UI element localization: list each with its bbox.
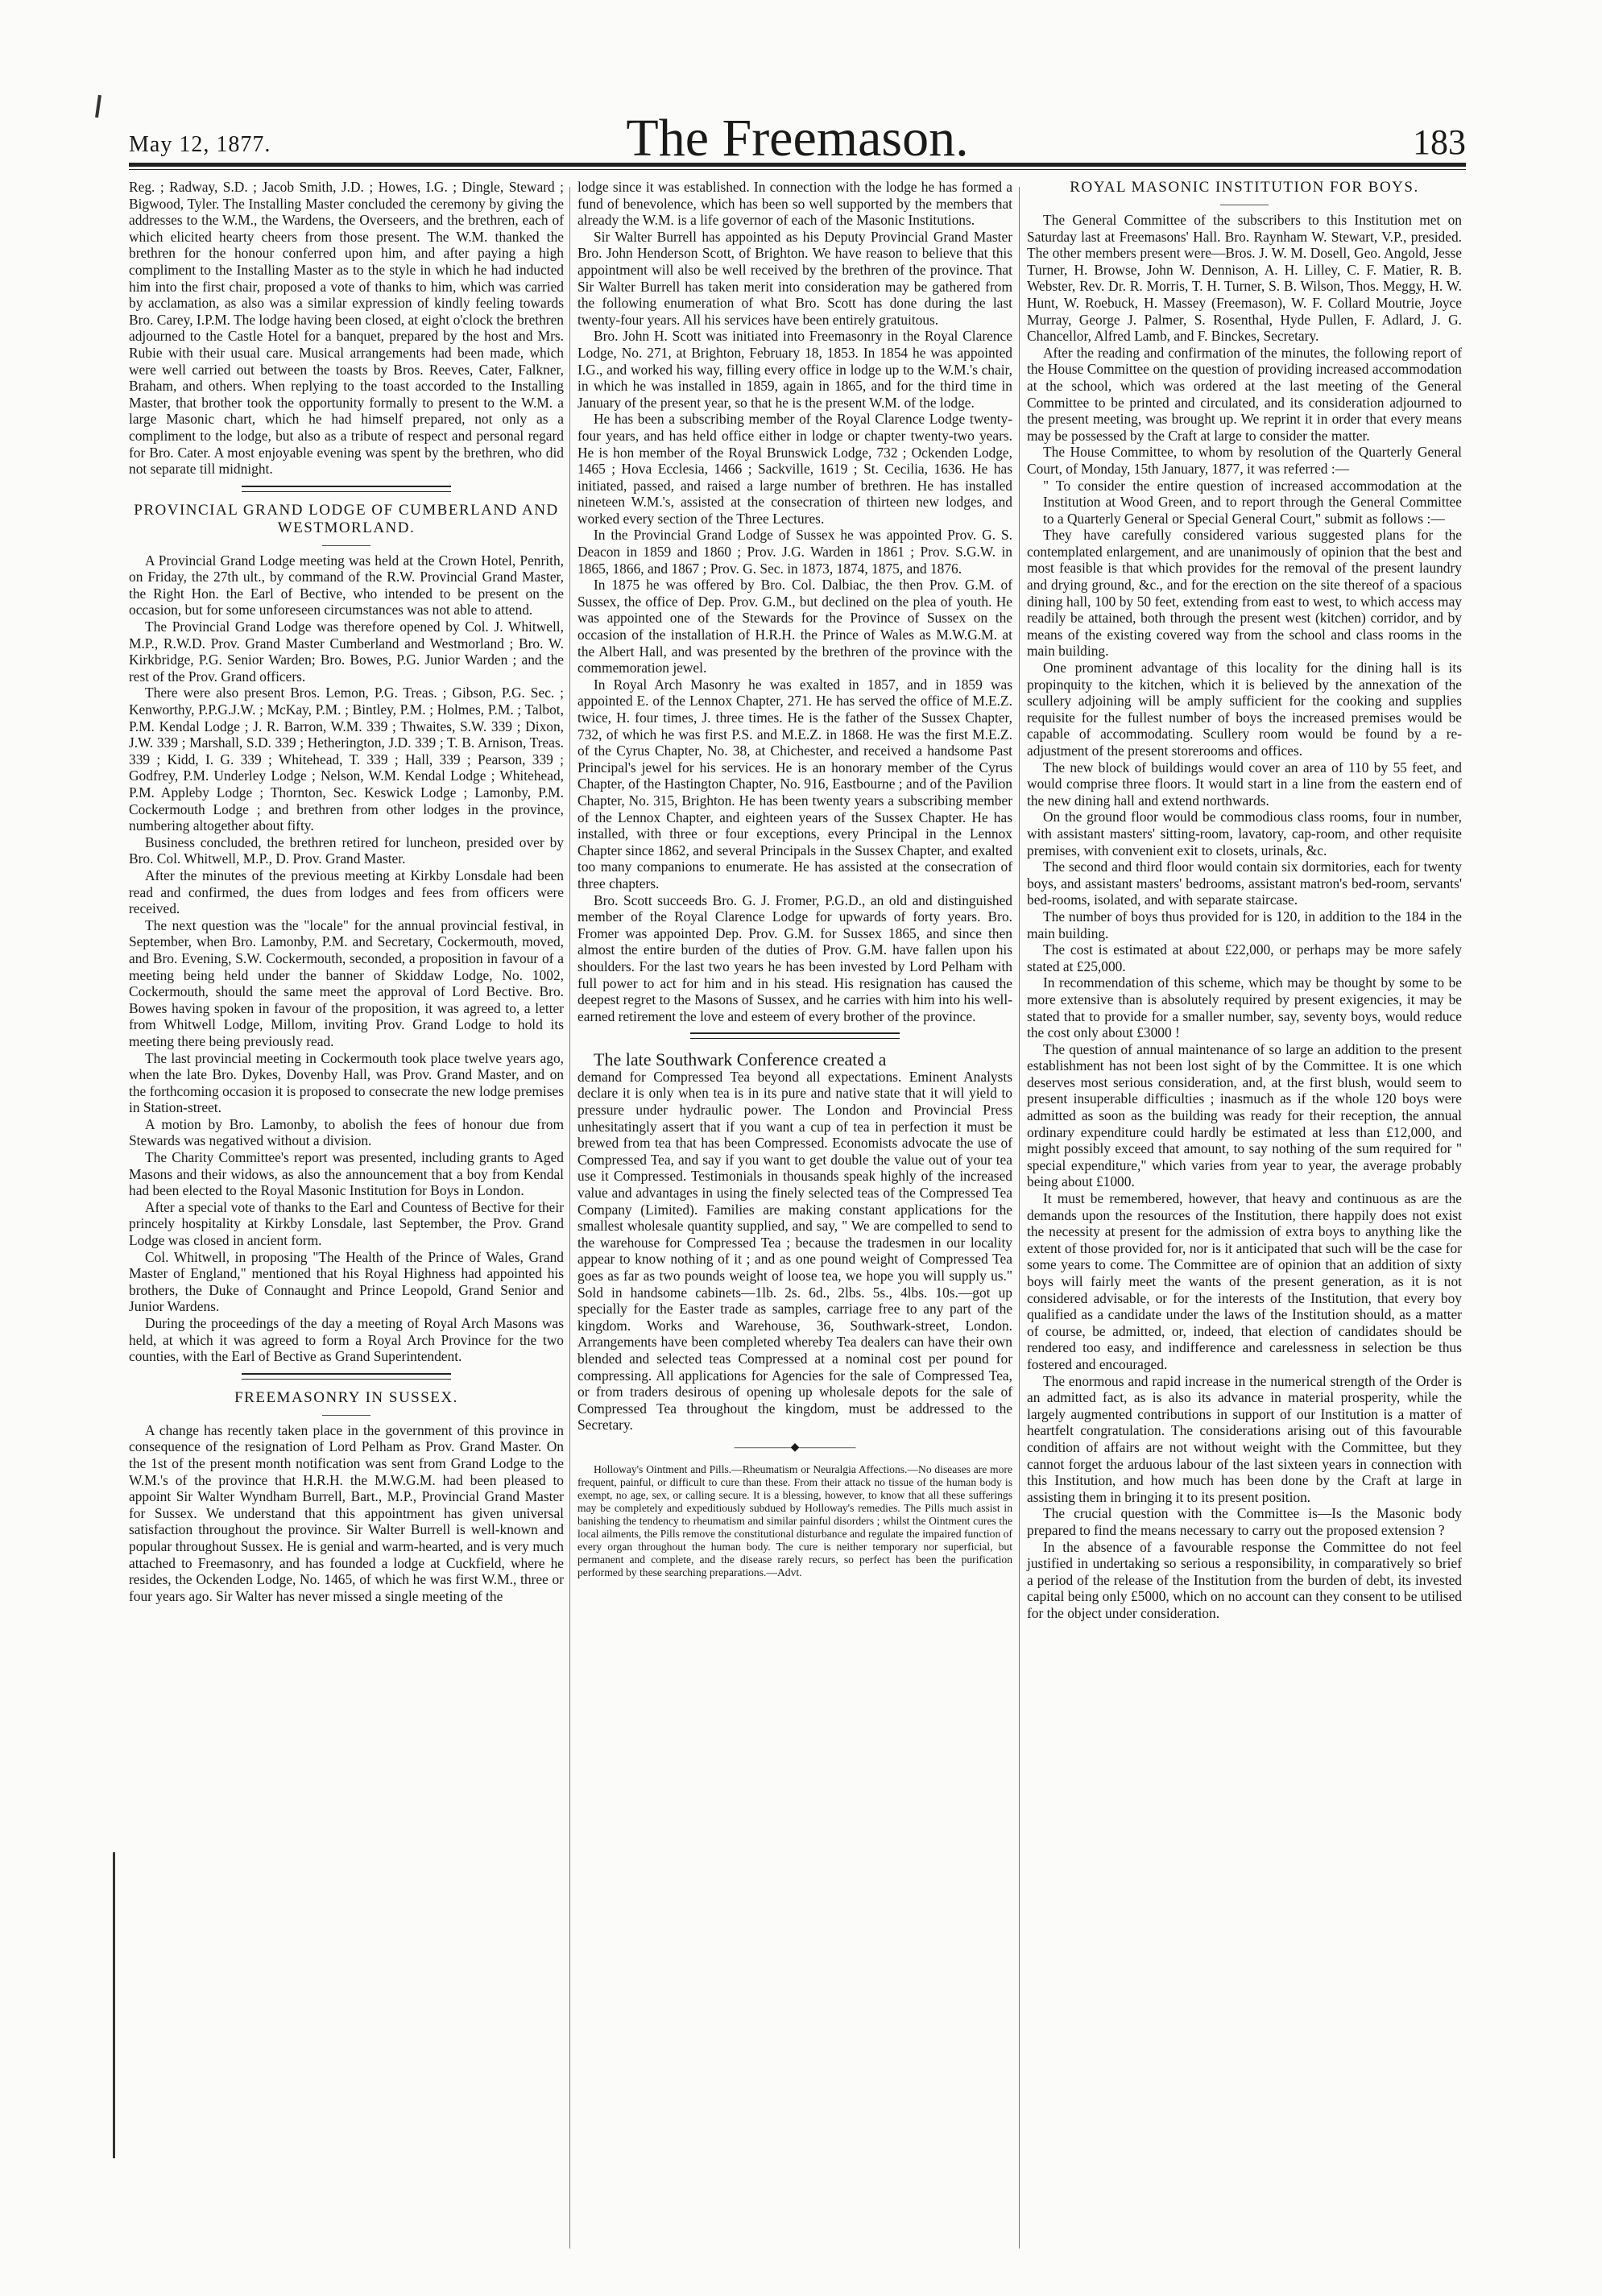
masthead-rule-thin (129, 169, 1466, 170)
article-paragraph: After the reading and confirmation of the minutes, the following report of the House Committee on the question of providing increased accommodation at the school, which was ordered at the last meeting of the General Committee to be printed and circulated, and its consideration adjourned to the present meeting, was brought up. We reprint it in order that every means may be possessed by the Craft at large to consider the matter. (1027, 344, 1462, 444)
headline-sussex: FREEMASONRY IN SUSSEX. (234, 1388, 458, 1406)
article-paragraph: The enormous and rapid increase in the numerical strength of the Order is an admitted fact, as is also its advance in material prosperity, while the largely augmented contributions in support of our Institution is a matter of heartfelt congratulation. The considerations arising out of this favourable condition of affairs are not without weight with the Committee, but they cannot forget the arduous labour of the last sixteen years in connection with this Institution, and how much has been done by the Craft at large in assisting them in bringing it to its present position. (1027, 1372, 1462, 1505)
section-divider (242, 1373, 451, 1380)
column-divider (569, 187, 570, 2248)
article-paragraph: On the ground floor would be commodious class rooms, four in number, with assistant masters' sitting-room, lavatory, cap-room, and other requisite premises, with convenient exit to closets, urinals, &c. (1027, 809, 1462, 858)
article-paragraph: In Royal Arch Masonry he was exalted in 1857, and in 1859 was appointed E. of the Lennox Chapter, 271. He has served the office of M.E.Z. twice, H. four times, J. three times. He is the father of the Sussex Chapter, 732, of which he was first P.S. and M.E.Z. in 1868. He was the first M.E.Z. of the Cyrus Chapter, No. 38, at Chichester, and received a handsome Past Principal's jewel for his services. He is an honorary member of the Cyrus Chapter, of the Hastington Chapter, No. 916, Eastbourne ; and of the Pavilion Chapter, No. 315, Brighton. He has been twenty years a subscribing member of the Lennox Chapter, and eighteen years of the Sussex Chapter. He has installed, with three or four exceptions, every Principal in the Lennox Chapter since 1862, and several Principals in the Sussex Chapter, and exalted too many companions to enumerate. He has assisted at the consecration of three chapters. (577, 676, 1012, 892)
article-paragraph: There were also present Bros. Lemon, P.G. Treas. ; Gibson, P.G. Sec. ; Kenworthy, P.P.G.J.W. ; McKay, P.M. ; Bintley, P.M. ; Holmes, P.M. ; Talbot, P.M. Kendal Lodge ; J. R. Barron, W.M. 339 ; Thwaites, S.W. 339 ; Dixon, J.W. 339 ; Marshall, S.D. 339 ; Hetherington, J.D. 339 ; T. B. Arnison, Treas. 339 ; Kidd, I. G. 339 ; Whitehead, T. 339 ; Hall, 339 ; Pearson, 339 ; Godfrey, P.M. Underley Lodge ; Nelson, W.M. Kendal Lodge ; Whitehead, P.M. Appleby Lodge ; Thornton, Sec. Keswick Lodge ; Lamonby, P.M. Cockermouth Lodge ; and brethren from other lodges in the province, numbering altogether about fifty. (129, 685, 564, 834)
headline-rule (322, 545, 370, 546)
scan-mark (95, 95, 101, 118)
headline-cumberland: PROVINCIAL GRAND LODGE OF CUMBERLAND AND WESTMORLAND. (134, 501, 559, 536)
article-paragraph: The House Committee, to whom by resolution of the Quarterly General Court, of Monday, 15th January, 1877, it was referred :— (1027, 444, 1462, 477)
article-paragraph: After the minutes of the previous meeting at Kirkby Lonsdale had been read and confirmed, the dues from lodges and fees from officers were received. (129, 867, 564, 917)
binding-edge (113, 1852, 115, 2158)
article-paragraph: Reg. ; Radway, S.D. ; Jacob Smith, J.D. ; Howes, I.G. ; Dingle, Steward ; Bigwood, Tyler. The Installing Master concluded the ceremony by giving the addresses to the W.M., the Wardens, the Overseers, and the brethren, each of which elicited hearty cheers from those present. The W.M. thanked the brethren for the honour conferred upon him, and after paying a high compliment to the Installing Master as to the style in which he had inducted him into the first chair, proposed a vote of thanks to him, which was carried by acclamation, as also was a similar expression of kindly feeling towards Bro. Carey, I.P.M. The lodge having been closed, at eight o'clock the brethren adjourned to the Castle Hotel for a banquet, prepared by the host and Mrs. Rubie with their usual care. Musical arrangements had been made, which were well carried out between the toasts by Bros. Reeves, Cater, Falkner, Braham, and others. When replying to the toast accorded to the Installing Master, that brother took the opportunity formally to present to the W.M. a large Masonic chart, which he had himself prepared, not only as a compliment to the lodge, but also as a tribute of respect and personal regard for Bro. Cater. A most enjoyable evening was spent by the brethren, who did not separate till midnight. (129, 179, 564, 478)
article-paragraph: The new block of buildings would cover an area of 110 by 55 feet, and would comprise three floors. It would start in a line from the eastern end of the new dining hall and extend northwards. (1027, 759, 1462, 809)
article-paragraph: The question of annual maintenance of so large an addition to the present establishment has not been lost sight of by the Committee. It is one which deserves most serious consideration, and, at the first blush, would seem to present insuperable difficulties ; inasmuch as if the whole 120 boys were admitted as soon as the building was ready for their reception, the annual ordinary expenditure could hardly be estimated at less than £12,000, and might possibly exceed that amount, to say nothing of the sum required for " special expenditure," which varies from year to year, the average probably being about £1000. (1027, 1040, 1462, 1190)
masthead-rule (129, 163, 1466, 167)
article-paragraph: Col. Whitwell, in proposing "The Health of the Prince of Wales, Grand Master of England," mentioned that his Royal Highness had appointed his brothers, the Duke of Connaught and Prince Leopold, Grand Senior and Junior Wardens. (129, 1248, 564, 1315)
article-paragraph: Bro. John H. Scott was initiated into Freemasonry in the Royal Clarence Lodge, No. 271, at Brighton, February 18, 1853. In 1854 he was appointed I.G., and worked his way, filling every office in lodge up to the W.M.'s chair, in which he was installed in 1859, again in 1865, and for the third time in January of the present year, so that he is the present W.M. of the lodge. (577, 328, 1012, 411)
headline-rule (322, 1415, 370, 1416)
advert-lead: The late Southwark Conference created a (594, 1049, 887, 1070)
article-paragraph: The second and third floor would contain six dormitories, each for twenty boys, and assistant masters' bedrooms, assistant matron's bed-room, servants' bed-rooms, isolated, and with separate staircase. (1027, 858, 1462, 908)
article-paragraph: The crucial question with the Committee is—Is the Masonic body prepared to find the means necessary to carry out the proposed extension ? (1027, 1505, 1462, 1538)
article-paragraph: The number of boys thus provided for is 120, in addition to the 184 in the main building. (1027, 908, 1462, 941)
ornament-divider: —————◆————— (734, 1441, 856, 1454)
headline-boys-institution: ROYAL MASONIC INSTITUTION FOR BOYS. (1070, 179, 1419, 196)
column-1 (129, 179, 564, 1604)
article-paragraph: The Provincial Grand Lodge was therefore opened by Col. J. Whitwell, M.P., R.W.D. Prov. Grand Master Cumberland and Westmorland ; Bro. W. Kirkbridge, P.G. Senior Warden; Bro. Bowes, P.G. Junior Warden ; and the rest of the Prov. Grand officers. (129, 618, 564, 685)
advert-compressed-tea: demand for Compressed Tea beyond all expectations. Eminent Analysts declare it is only when tea is in its pure and native state that it will yield to pressure under hydraulic power. The London and Provincial Press unhesitatingly assert that if you want a cup of tea in perfection it must be brewed from tea that has been Compressed. Economists advocate the use of Compressed Tea, and say if you want to get double the value out of your tea use it Compressed. Testimonials in thousands speak highly of the increased value and advantages in using the finely selected teas of the Compressed Tea Company (Limited). Families are making constant applications for the smallest wholesale quantity supplied, and say, " We are compelled to send to the warehouse for Compressed Tea ; because the tradesmen in our locality appear to know nothing of it ; and as one pound weight of Compressed Tea goes as far as two pounds weight of loose tea, we hope you will supply us." Sold in handsome cabinets—1lb. 2s. 6d., 2lbs. 5s., 4lbs. 10s.—got up specially for the Easter trade as samples, carriage free to any part of the kingdom. Works and Warehouse, 36, Southwark-street, London. Arrangements have been completed whereby Tea dealers can have their own blended and selected teas Compressed at a nominal cost per pound for compressing. All applications for Agencies for the sale of Compressed Tea, or from traders desirous of opening up wholesale depots for the sale of Compressed Tea throughout the kingdom, must be addressed to the Secretary. (577, 1068, 1012, 1433)
page-number: 183 (1413, 122, 1466, 162)
masthead (129, 109, 1466, 168)
article-paragraph: In 1875 he was offered by Bro. Col. Dalbiac, the then Prov. G.M. of Sussex, the office of Dep. Prov. G.M., but declined on the plea of youth. He was appointed one of the Stewards for the Province of Sussex on the occasion of the installation of H.R.H. the Prince of Wales as M.W.G.M. at the Albert Hall, and was presented by the brethren of the province with the commemoration jewel. (577, 577, 1012, 676)
article-paragraph: It must be remembered, however, that heavy and continuous as are the demands upon the resources of the Institution, there happily does not exist the necessity at present for the admission of extra boys to anything like the extent of those provided for, nor is it anticipated that such will be the case for some years to come. The Committee are of opinion that an addition of sixty boys will fairly meet the wants of the present generation, as it is not considered advisable, or for the interests of the Institution, that every boy qualified as a candidate under the laws of the Institution should, as a matter of course, be admitted, or, indeed, that election of candidates should be rendered too easy, and indifference and carelessness in selection be thus fostered and encouraged. (1027, 1190, 1462, 1372)
article-paragraph: Business concluded, the brethren retired for luncheon, presided over by Bro. Col. Whitwell, M.P., D. Prov. Grand Master. (129, 834, 564, 867)
article-paragraph: Sir Walter Burrell has appointed as his Deputy Provincial Grand Master Bro. John Henderson Scott, of Brighton. We have reason to believe that this appointment will also be well received by the brethren of the province. That Sir Walter Burrell has taken merit into consideration may be gathered from the following enumeration of what Bro. Scott has done during the last twenty-four years. All his services have been entirely gratuitous. (577, 228, 1012, 328)
article-paragraph: The last provincial meeting in Cockermouth took place twelve years ago, when the late Bro. Dykes, Dovenby Hall, was Prov. Grand Master, and on the forthcoming occasion it is proposed to consecrate the new lodge premises in Station-street. (129, 1049, 564, 1116)
column-3 (1027, 179, 1462, 1621)
article-paragraph: A Provincial Grand Lodge meeting was held at the Crown Hotel, Penrith, on Friday, the 27th ult., by command of the R.W. Provincial Grand Master, the Right Hon. the Earl of Bective, who intended to be present on the occasion, but for some unforeseen circumstances was not able to attend. (129, 552, 564, 618)
article-paragraph: Bro. Scott succeeds Bro. G. J. Fromer, P.G.D., an old and distinguished member of the Royal Clarence Lodge for upwards of forty years. Bro. Fromer was appointed Dep. Prov. G.M. for Sussex 1865, and since then almost the entire burden of the duties of Prov. G.M. have fallen upon his shoulders. For the last two years he has been invested by Lord Pelham with full power to act for him and in his stead. His resignation has caused the deepest regret to the Masons of Sussex, and he carries with him into his well-earned retirement the love and esteem of every brother of the province. (577, 892, 1012, 1024)
article-paragraph: He has been a subscribing member of the Royal Clarence Lodge twenty-four years, and has held office either in lodge or chapter twenty-two years. He is hon member of the Royal Brunswick Lodge, 732 ; Ockenden Lodge, 1465 ; Hova Ecclesia, 1466 ; Sackville, 1619 ; St. Cecilia, 1636. He has initiated, passed, and raised a large number of brethren. He has installed nineteen W.M.'s, assisted at the consecration of thirteen new lodges, and worked every section of the Three Lectures. (577, 411, 1012, 527)
article-paragraph: The cost is estimated at about £22,000, or perhaps may be more safely stated at £25,000. (1027, 941, 1462, 974)
column-2 (577, 179, 1012, 1579)
article-quote: " To consider the entire question of increased accommodation at the Institution at Wood Green, and to report through the General Committee to a Quarterly General or Special General Court," submit as follows :— (1043, 477, 1462, 527)
article-paragraph: In the absence of a favourable response the Committee do not feel justified in undertaking so serious a responsibility, in comparatively so brief a period of the release of the Institution from the burden of debt, its invested capital being only £5000, which on no account can they consent to be utilised for the object under consideration. (1027, 1538, 1462, 1621)
section-divider (690, 1032, 900, 1039)
article-paragraph: In recommendation of this scheme, which may be thought by some to be more extensive than is absolutely required by present exigencies, it may be stated that to provide for a smaller number, say, seventy boys, would reduce the cost only about £3000 ! (1027, 974, 1462, 1041)
newspaper-title: The Freemason. (626, 109, 969, 168)
article-paragraph: One prominent advantage of this locality for the dining hall is its propinquity to the kitchen, which it is believed by the annexation of the scullery adjoining will be amply sufficient for the cooking and supplies requisite for the fullest number of boys the increased premises would be capable of accommodating. Scullery room would be found by a re-adjustment of the present storerooms and offices. (1027, 660, 1462, 759)
issue-date: May 12, 1877. (129, 132, 271, 157)
advert-holloway: Holloway's Ointment and Pills.—Rheumatism or Neuralgia Affections.—No diseases are more frequent, painful, or difficult to cure than these. From their attack no tissue of the human body is exempt, no age, sex, or calling secure. It is a blessing, however, to know that all these sufferings may be completely and expeditiously subdued by Holloway's remedies. The Pills much assist in banishing the tendency to rheumatism and similar painful disorders ; whilst the Ointment cures the local ailments, the Pills remove the constitutional disturbance and regulate the impaired function of every organ throughout the human body. The cure is neither temporary nor superficial, but permanent and complete, and the disease rarely recurs, so perfect has been the purification performed by these searching preparations.—Advt. (577, 1462, 1012, 1578)
article-paragraph: The Charity Committee's report was presented, including grants to Aged Masons and their widows, as also the announcement that a boy from Kendal had been elected to the Royal Masonic Institution for Boys in London. (129, 1149, 564, 1199)
article-paragraph: A motion by Bro. Lamonby, to abolish the fees of honour due from Stewards was negatived without a division. (129, 1115, 564, 1149)
article-paragraph: The General Committee of the subscribers to this Institution met on Saturday last at Freemasons' Hall. Bro. Raynham W. Stewart, V.P., presided. The other members present were—Bros. J. W. M. Dosell, Geo. Angold, Jesse Turner, H. Browse, John W. Dennison, A. H. Lilley, C. F. Matier, R. B. Webster, Rev. Dr. R. Morris, T. H. Turner, S. B. Wilson, Thos. Meggy, H. W. Hunt, W. Roebuck, H. Massey (Freemason), W. F. Collard Moutrie, Joyce Murray, George J. Palmer, S. Rosenthal, Hyde Pullen, F. Adlard, J. G. Chancellor, Alfred Lamb, and F. Binckes, Secretary. (1027, 212, 1462, 345)
article-paragraph: lodge since it was established. In connection with the lodge he has formed a fund of benevolence, which has been so well supported by the members that already the W.M. is a life governor of each of the Masonic Institutions. (577, 179, 1012, 229)
article-paragraph: They have carefully considered various suggested plans for the contemplated enlargement, and are unanimously of opinion that the best and most feasible is that which provides for the removal of the present laundry and drying ground, &c., and for the erection on the site thereof of a spacious dining hall, 100 by 50 feet, extending from east to west, to which access may readily be attained, both through the present west (kitchen) corridor, and by means of the existing covered way from the school and class rooms in the main building. (1027, 527, 1462, 660)
article-paragraph: After a special vote of thanks to the Earl and Countess of Bective for their princely hospitality at Kirkby Lonsdale, last September, the Prov. Grand Lodge was closed in ancient form. (129, 1198, 564, 1249)
article-paragraph: In the Provincial Grand Lodge of Sussex he was appointed Prov. G. S. Deacon in 1859 and 1860 ; Prov. J.G. Warden in 1861 ; Prov. S.G.W. in 1865, 1866, and 1867 ; Prov. G. Sec. in 1873, 1874, 1875, and 1876. (577, 527, 1012, 577)
section-divider (242, 486, 451, 492)
article-paragraph: A change has recently taken place in the government of this province in consequence of the resignation of Lord Pelham as Prov. Grand Master. On the 1st of the present month notification was sent from Grand Lodge to the W.M.'s of the province that H.R.H. the M.W.G.M. had been pleased to appoint Sir Walter Wyndham Burrell, Bart., M.P., Provincial Grand Master for Sussex. We understand that this appointment has given universal satisfaction throughout the province. Sir Walter Burrell is well-known and popular throughout Sussex. He is genial and warm-hearted, and is very much attached to Freemasonry, and has founded a lodge at Cuckfield, where he resides, the Ockenden Lodge, No. 1465, of which he was first W.M., three or four years ago. Sir Walter has never missed a single meeting of the (129, 1421, 564, 1604)
article-paragraph: During the proceedings of the day a meeting of Royal Arch Masons was held, at which it was agreed to form a Royal Arch Province for the two counties, with the Earl of Bective as Grand Superintendent. (129, 1315, 564, 1365)
article-paragraph: The next question was the "locale" for the annual provincial festival, in September, when Bro. Lamonby, P.M. and Secretary, Cockermouth, moved, and Bro. Evening, S.W. Cockermouth, seconded, a proposition in favour of a meeting being held under the banner of Skiddaw Lodge, No. 1002, Cockermouth, should the same meet the approval of Lord Bective. Bro. Bowes having spoken in favour of the proposition, it was agreed to, a letter from Whitwell Lodge, Millom, inviting Prov. Grand Lodge to hold its meeting there being previously read. (129, 916, 564, 1049)
column-divider (1019, 187, 1020, 2248)
